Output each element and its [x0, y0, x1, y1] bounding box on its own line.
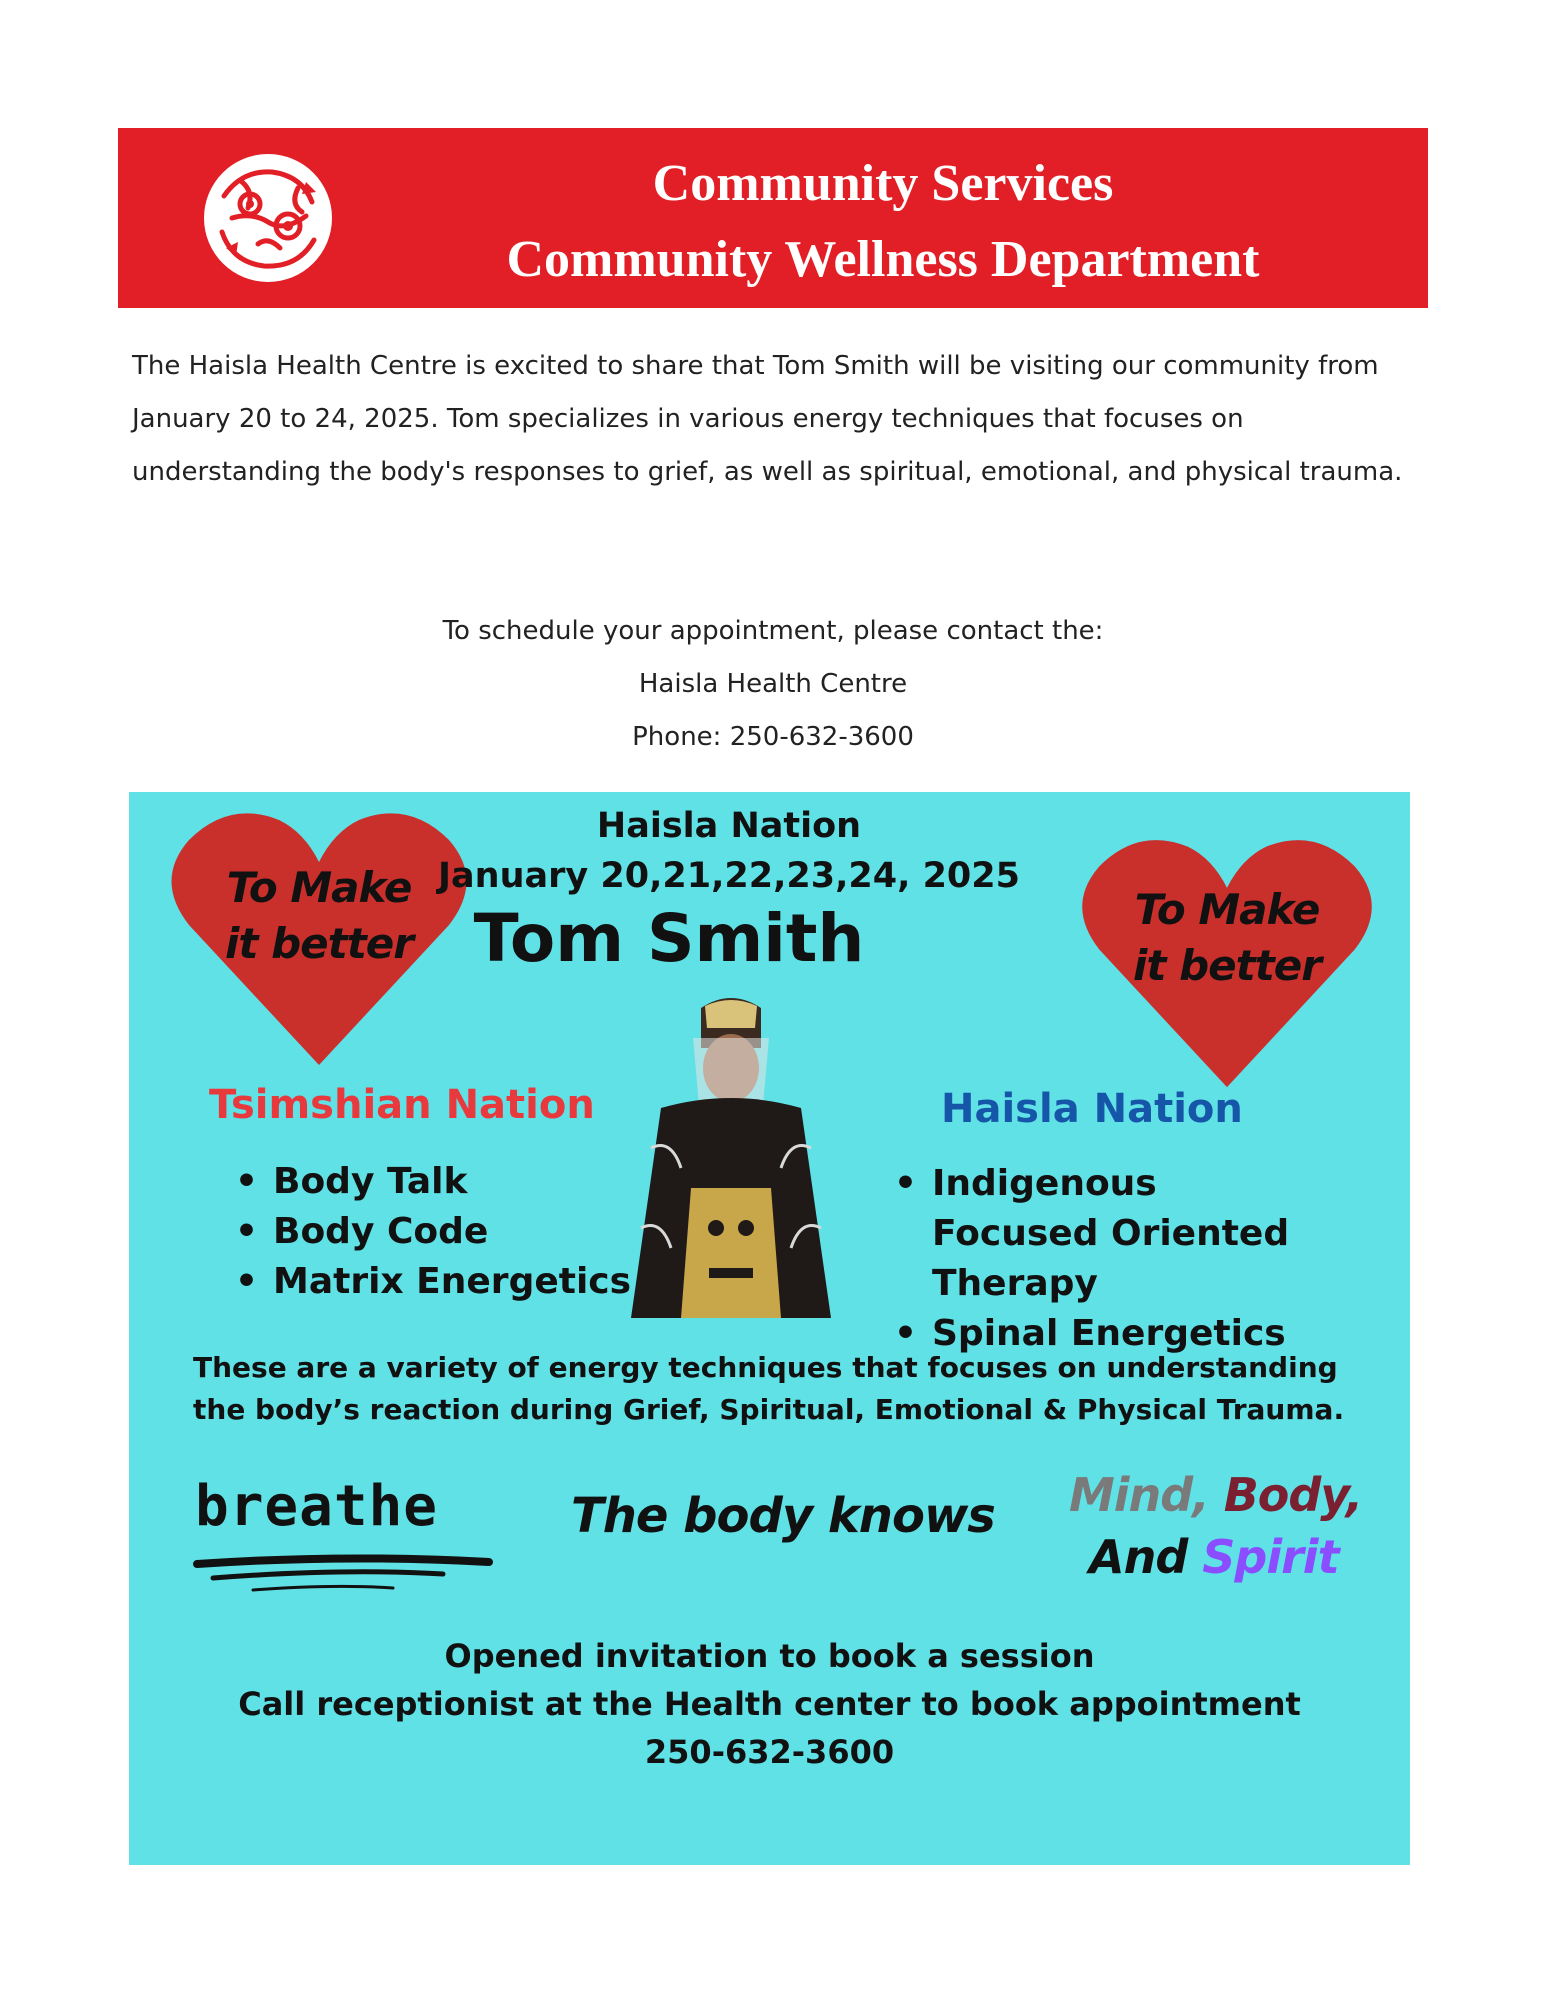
heart-right-line-1: To Make: [1134, 885, 1320, 934]
body-word: Body,: [1223, 1468, 1363, 1522]
footer-line-1: Opened invitation to book a session: [444, 1637, 1095, 1675]
right-nation-title: Haisla Nation: [941, 1086, 1243, 1132]
header-banner: [118, 128, 1428, 308]
banner-title: [338, 146, 1428, 298]
heart-left-line-2: it better: [225, 919, 413, 968]
event-poster: [129, 792, 1410, 1865]
right-technique-list: [894, 1159, 1314, 1359]
poster-dates: January 20,21,22,23,24, 2025: [438, 856, 1020, 896]
footer-phone: 250-632-3600: [644, 1733, 895, 1771]
heart-left-line-1: To Make: [226, 863, 412, 912]
heart-right-text: [1077, 882, 1377, 994]
haisla-logo-icon: [202, 152, 334, 284]
heart-right-line-2: it better: [1133, 941, 1321, 990]
heart-right: [1077, 827, 1377, 1092]
and-word: And: [1089, 1530, 1188, 1584]
breathe-text: breathe: [195, 1474, 439, 1539]
mind-body-spirit-text: [1069, 1464, 1389, 1588]
poster-name: Tom Smith: [473, 900, 865, 977]
banner-line-2: Community Wellness Department: [506, 231, 1260, 288]
footer-line-2: Call receptionist at the Health center to book appointment: [238, 1685, 1301, 1723]
brush-underline-icon: [193, 1552, 493, 1602]
poster-nation: Haisla Nation: [596, 806, 862, 846]
banner-line-1: Community Services: [652, 155, 1114, 212]
contact-line-2: Haisla Health Centre: [638, 669, 908, 699]
list-item: • Matrix Energetics: [235, 1257, 631, 1307]
intro-paragraph: The Haisla Health Centre is excited to share that Tom Smith will be visiting our community from January 20 to 24, 2025. Tom specializes in various energy techniques that focuses on understanding the body's responses to grief, as well as spiritual, emotional, and physical trauma.: [132, 351, 1403, 487]
booking-footer: [129, 1632, 1410, 1776]
spirit-word: Spirit: [1202, 1530, 1339, 1584]
tom-smith-portrait: [621, 988, 841, 1328]
and-spirit-line: [1069, 1526, 1389, 1588]
list-item: • Body Code: [235, 1207, 631, 1257]
techniques-description: These are a variety of energy techniques that focuses on understanding the body’s reaction during Grief, Spiritual, Emotional & Physical Trauma.: [193, 1351, 1345, 1426]
contact-block: [118, 605, 1428, 764]
mind-body-line: [1069, 1464, 1389, 1526]
list-item: • Indigenous Focused Oriented Therapy: [894, 1159, 1314, 1309]
contact-phone: Phone: 250-632-3600: [632, 722, 914, 752]
left-technique-list: [235, 1157, 631, 1307]
contact-line-1: To schedule your appointment, please contact the:: [442, 616, 1104, 646]
list-item: • Body Talk: [235, 1157, 631, 1207]
left-nation-title: Tsimshian Nation: [209, 1082, 595, 1128]
mind-word: Mind,: [1069, 1468, 1209, 1522]
body-knows-text: The body knows: [571, 1488, 995, 1544]
list-item: • Spinal Energetics: [894, 1309, 1314, 1359]
